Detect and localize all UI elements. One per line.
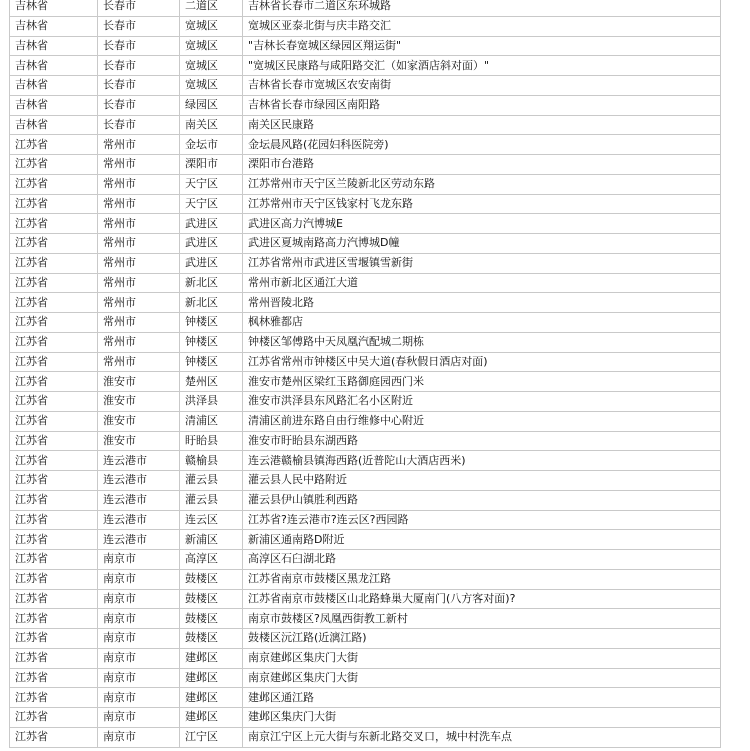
address-cell[interactable]: 江苏省南京市鼓楼区黑龙江路 — [243, 569, 721, 589]
province-cell[interactable]: 江苏省 — [10, 530, 98, 550]
city-cell[interactable]: 淮安市 — [98, 372, 180, 392]
table-row — [10, 234, 721, 254]
address-cell[interactable]: 江苏省?连云港市?连云区?西园路 — [243, 510, 721, 530]
province-cell[interactable]: 江苏省 — [10, 392, 98, 412]
address-cell[interactable]: 灌云县人民中路附近 — [243, 471, 721, 491]
district-cell[interactable]: 天宁区 — [180, 174, 243, 194]
address-cell[interactable]: 连云港赣榆县镇海西路(近普陀山大酒店西米) — [243, 451, 721, 471]
district-cell[interactable]: 灌云县 — [180, 490, 243, 510]
province-cell[interactable]: 江苏省 — [10, 550, 98, 570]
province-cell[interactable]: 江苏省 — [10, 727, 98, 747]
province-cell[interactable]: 吉林省 — [10, 0, 98, 16]
address-cell[interactable]: 枫林雅都店 — [243, 313, 721, 333]
province-cell[interactable]: 江苏省 — [10, 194, 98, 214]
district-cell[interactable]: 建邺区 — [180, 688, 243, 708]
address-table — [9, 0, 721, 748]
city-cell[interactable]: 常州市 — [98, 174, 180, 194]
district-cell[interactable]: 楚州区 — [180, 372, 243, 392]
table-row — [10, 629, 721, 649]
table-row — [10, 194, 721, 214]
table-row — [10, 392, 721, 412]
city-cell[interactable]: 常州市 — [98, 234, 180, 254]
district-cell[interactable]: 赣榆县 — [180, 451, 243, 471]
address-cell[interactable]: 淮安市洪泽县东风路汇名小区附近 — [243, 392, 721, 412]
city-cell[interactable]: 南京市 — [98, 589, 180, 609]
province-cell[interactable]: 江苏省 — [10, 569, 98, 589]
district-cell[interactable]: 溧阳市 — [180, 155, 243, 175]
district-cell[interactable]: 鼓楼区 — [180, 569, 243, 589]
district-cell[interactable]: 宽城区 — [180, 56, 243, 76]
city-cell[interactable]: 长春市 — [98, 76, 180, 96]
address-cell[interactable]: 常州市新北区通江大道 — [243, 273, 721, 293]
table-row — [10, 36, 721, 56]
address-cell[interactable]: 南关区民康路 — [243, 115, 721, 135]
province-cell[interactable]: 江苏省 — [10, 135, 98, 155]
address-cell[interactable]: 建邺区集庆门大街 — [243, 708, 721, 728]
table-row — [10, 332, 721, 352]
city-cell[interactable]: 常州市 — [98, 332, 180, 352]
city-cell[interactable]: 长春市 — [98, 115, 180, 135]
province-cell[interactable]: 江苏省 — [10, 589, 98, 609]
district-cell[interactable]: 新北区 — [180, 293, 243, 313]
table-row — [10, 352, 721, 372]
province-cell[interactable]: 江苏省 — [10, 253, 98, 273]
province-cell[interactable]: 江苏省 — [10, 352, 98, 372]
district-cell[interactable]: 天宁区 — [180, 194, 243, 214]
address-cell[interactable]: 鼓楼区沅江路(近漓江路) — [243, 629, 721, 649]
district-cell[interactable]: 灌云县 — [180, 471, 243, 491]
table-row — [10, 727, 721, 747]
province-cell[interactable]: 江苏省 — [10, 372, 98, 392]
address-cell[interactable]: 武进区夏城南路高力汽博城D幢 — [243, 234, 721, 254]
city-cell[interactable]: 南京市 — [98, 668, 180, 688]
district-cell[interactable]: 武进区 — [180, 253, 243, 273]
city-cell[interactable]: 淮安市 — [98, 431, 180, 451]
district-cell[interactable]: 盱眙县 — [180, 431, 243, 451]
address-cell[interactable]: 南京江宁区上元大街与东新北路交叉口，城中村洗车点 — [243, 727, 721, 747]
address-cell[interactable]: 灌云县伊山镇胜利西路 — [243, 490, 721, 510]
province-cell[interactable]: 吉林省 — [10, 16, 98, 36]
city-cell[interactable]: 连云港市 — [98, 451, 180, 471]
address-cell[interactable]: 建邺区通江路 — [243, 688, 721, 708]
address-cell[interactable]: 宽城区亚泰北街与庆丰路交汇 — [243, 16, 721, 36]
province-cell[interactable]: 江苏省 — [10, 609, 98, 629]
city-cell[interactable]: 常州市 — [98, 352, 180, 372]
province-cell[interactable]: 吉林省 — [10, 76, 98, 96]
province-cell[interactable]: 江苏省 — [10, 273, 98, 293]
table-row — [10, 95, 721, 115]
address-cell[interactable]: 吉林省长春市绿园区南阳路 — [243, 95, 721, 115]
table-row — [10, 668, 721, 688]
district-cell[interactable]: 钟楼区 — [180, 332, 243, 352]
address-cell[interactable]: 高淳区石臼湖北路 — [243, 550, 721, 570]
district-cell[interactable]: 钟楼区 — [180, 313, 243, 333]
address-cell[interactable]: 江苏常州市天宁区兰陵新北区劳动东路 — [243, 174, 721, 194]
city-cell[interactable]: 长春市 — [98, 0, 180, 16]
district-cell[interactable]: 武进区 — [180, 214, 243, 234]
district-cell[interactable]: 鼓楼区 — [180, 629, 243, 649]
district-cell[interactable]: 鼓楼区 — [180, 589, 243, 609]
district-cell[interactable]: 钟楼区 — [180, 352, 243, 372]
address-cell[interactable]: 溧阳市台港路 — [243, 155, 721, 175]
province-cell[interactable]: 江苏省 — [10, 648, 98, 668]
table-row — [10, 16, 721, 36]
province-cell[interactable]: 江苏省 — [10, 668, 98, 688]
table-row — [10, 253, 721, 273]
table-row — [10, 589, 721, 609]
table-row — [10, 76, 721, 96]
district-cell[interactable]: 建邺区 — [180, 648, 243, 668]
province-cell[interactable]: 吉林省 — [10, 36, 98, 56]
address-cell[interactable]: 吉林省长春市宽城区农安南街 — [243, 76, 721, 96]
table-row — [10, 530, 721, 550]
table-row — [10, 550, 721, 570]
province-cell[interactable]: 江苏省 — [10, 471, 98, 491]
table-row — [10, 451, 721, 471]
city-cell[interactable]: 常州市 — [98, 194, 180, 214]
address-cell[interactable]: 吉林省长春市二道区东环城路 — [243, 0, 721, 16]
table-row — [10, 609, 721, 629]
table-row — [10, 569, 721, 589]
city-cell[interactable]: 长春市 — [98, 95, 180, 115]
address-cell[interactable]: 清浦区前进东路自由行维修中心附近 — [243, 411, 721, 431]
district-cell[interactable]: 金坛市 — [180, 135, 243, 155]
city-cell[interactable]: 南京市 — [98, 609, 180, 629]
district-cell[interactable]: 武进区 — [180, 234, 243, 254]
address-cell[interactable]: 武进区高力汽博城E — [243, 214, 721, 234]
province-cell[interactable]: 江苏省 — [10, 155, 98, 175]
table-row — [10, 293, 721, 313]
province-cell[interactable]: 江苏省 — [10, 510, 98, 530]
district-cell[interactable]: 江宁区 — [180, 727, 243, 747]
province-cell[interactable]: 江苏省 — [10, 708, 98, 728]
address-cell[interactable]: 南京市鼓楼区?凤凰西街教工新村 — [243, 609, 721, 629]
address-cell[interactable]: 淮安市楚州区梁红玉路御庭园西门米 — [243, 372, 721, 392]
city-cell[interactable]: 长春市 — [98, 16, 180, 36]
table-row — [10, 56, 721, 76]
province-cell[interactable]: 江苏省 — [10, 431, 98, 451]
city-cell[interactable]: 常州市 — [98, 313, 180, 333]
district-cell[interactable]: 清浦区 — [180, 411, 243, 431]
address-cell[interactable]: 南京建邺区集庆门大街 — [243, 648, 721, 668]
province-cell[interactable]: 江苏省 — [10, 234, 98, 254]
table-row — [10, 688, 721, 708]
address-cell[interactable]: 新浦区通南路D附近 — [243, 530, 721, 550]
table-row — [10, 174, 721, 194]
city-cell[interactable]: 南京市 — [98, 569, 180, 589]
table-row — [10, 313, 721, 333]
province-cell[interactable]: 江苏省 — [10, 629, 98, 649]
district-cell[interactable]: 二道区 — [180, 0, 243, 16]
city-cell[interactable]: 连云港市 — [98, 471, 180, 491]
table-row — [10, 115, 721, 135]
address-cell[interactable]: 南京建邺区集庆门大街 — [243, 668, 721, 688]
city-cell[interactable]: 淮安市 — [98, 392, 180, 412]
table-row — [10, 510, 721, 530]
province-cell[interactable]: 吉林省 — [10, 115, 98, 135]
district-cell[interactable]: 绿园区 — [180, 95, 243, 115]
province-cell[interactable]: 江苏省 — [10, 293, 98, 313]
table-row — [10, 648, 721, 668]
address-cell[interactable]: 常州晋陵北路 — [243, 293, 721, 313]
table-row — [10, 273, 721, 293]
district-cell[interactable]: 鼓楼区 — [180, 609, 243, 629]
province-cell[interactable]: 江苏省 — [10, 332, 98, 352]
district-cell[interactable]: 宽城区 — [180, 36, 243, 56]
city-cell[interactable]: 常州市 — [98, 155, 180, 175]
district-cell[interactable]: 新浦区 — [180, 530, 243, 550]
city-cell[interactable]: 连云港市 — [98, 530, 180, 550]
district-cell[interactable]: 建邺区 — [180, 668, 243, 688]
table-row — [10, 708, 721, 728]
table-row — [10, 0, 721, 16]
district-cell[interactable]: 宽城区 — [180, 16, 243, 36]
district-cell[interactable]: 连云区 — [180, 510, 243, 530]
district-cell[interactable]: 宽城区 — [180, 76, 243, 96]
city-cell[interactable]: 常州市 — [98, 135, 180, 155]
province-cell[interactable]: 江苏省 — [10, 451, 98, 471]
city-cell[interactable]: 常州市 — [98, 214, 180, 234]
district-cell[interactable]: 洪泽县 — [180, 392, 243, 412]
table-row — [10, 471, 721, 491]
address-cell[interactable]: "宽城区民康路与咸阳路交汇（如家酒店斜对面）" — [243, 56, 721, 76]
city-cell[interactable]: 南京市 — [98, 629, 180, 649]
city-cell[interactable]: 常州市 — [98, 273, 180, 293]
table-row — [10, 490, 721, 510]
table-row — [10, 155, 721, 175]
province-cell[interactable]: 江苏省 — [10, 313, 98, 333]
province-cell[interactable]: 江苏省 — [10, 688, 98, 708]
city-cell[interactable]: 常州市 — [98, 253, 180, 273]
district-cell[interactable]: 建邺区 — [180, 708, 243, 728]
district-cell[interactable]: 新北区 — [180, 273, 243, 293]
city-cell[interactable]: 南京市 — [98, 648, 180, 668]
city-cell[interactable]: 南京市 — [98, 708, 180, 728]
address-cell[interactable]: 江苏常州市天宁区钱家村飞龙东路 — [243, 194, 721, 214]
table-row — [10, 411, 721, 431]
address-cell[interactable]: "吉林长春宽城区绿园区翔运街" — [243, 36, 721, 56]
city-cell[interactable]: 南京市 — [98, 550, 180, 570]
address-cell[interactable]: 钟楼区邹傅路中天凤凰汽配城二期栋 — [243, 332, 721, 352]
province-cell[interactable]: 江苏省 — [10, 214, 98, 234]
address-cell[interactable]: 淮安市盱眙县东湖西路 — [243, 431, 721, 451]
table-row — [10, 214, 721, 234]
table-row — [10, 431, 721, 451]
table-row — [10, 135, 721, 155]
city-cell[interactable]: 南京市 — [98, 727, 180, 747]
city-cell[interactable]: 常州市 — [98, 293, 180, 313]
province-cell[interactable]: 江苏省 — [10, 174, 98, 194]
province-cell[interactable]: 江苏省 — [10, 411, 98, 431]
address-cell[interactable]: 金坛晨风路(花园妇科医院旁) — [243, 135, 721, 155]
city-cell[interactable]: 淮安市 — [98, 411, 180, 431]
city-cell[interactable]: 连云港市 — [98, 490, 180, 510]
province-cell[interactable]: 吉林省 — [10, 56, 98, 76]
district-cell[interactable]: 高淳区 — [180, 550, 243, 570]
city-cell[interactable]: 南京市 — [98, 688, 180, 708]
address-table-body — [10, 0, 721, 747]
city-cell[interactable]: 连云港市 — [98, 510, 180, 530]
address-cell[interactable]: 江苏省常州市钟楼区中吴大道(春秋假日酒店对面) — [243, 352, 721, 372]
address-cell[interactable]: 江苏省常州市武进区雪堰镇雪新街 — [243, 253, 721, 273]
city-cell[interactable]: 长春市 — [98, 56, 180, 76]
table-row — [10, 372, 721, 392]
province-cell[interactable]: 吉林省 — [10, 95, 98, 115]
province-cell[interactable]: 江苏省 — [10, 490, 98, 510]
city-cell[interactable]: 长春市 — [98, 36, 180, 56]
district-cell[interactable]: 南关区 — [180, 115, 243, 135]
address-cell[interactable]: 江苏省南京市鼓楼区山北路蜂巢大厦南门(八方客对面)? — [243, 589, 721, 609]
